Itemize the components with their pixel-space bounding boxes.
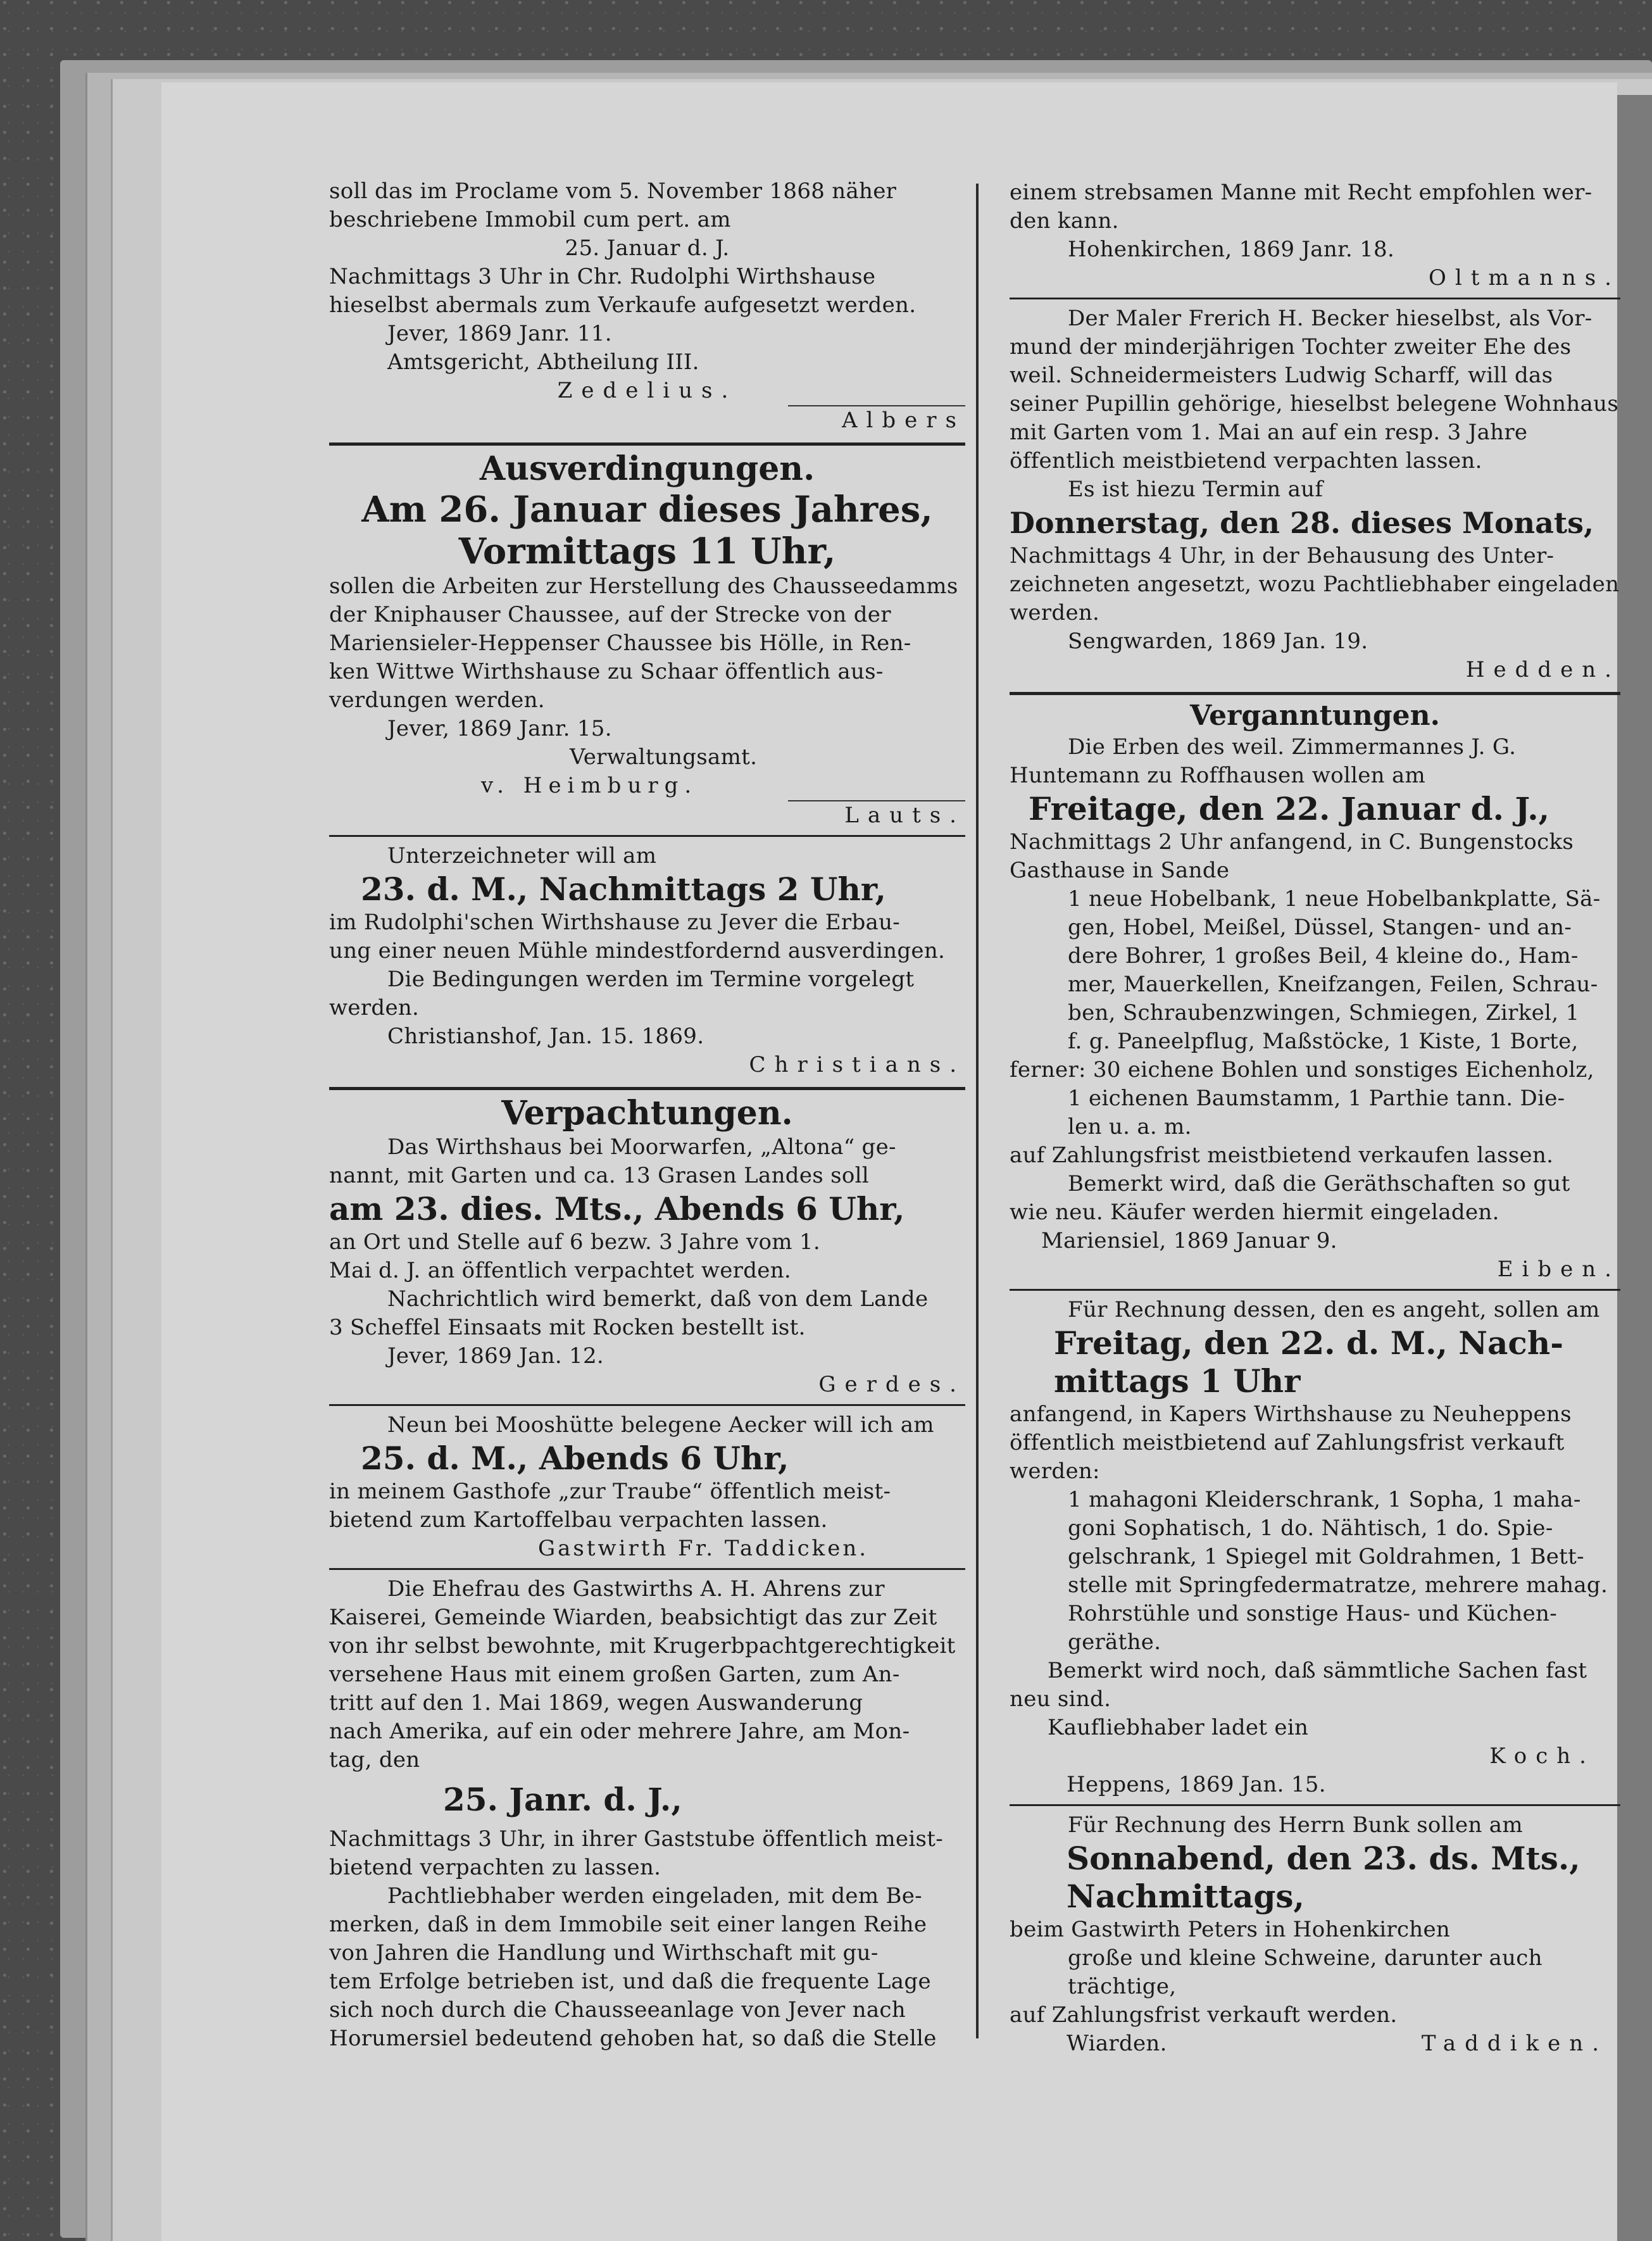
- text-line: Der Maler Frerich H. Becker hieselbst, als Vor-: [1068, 306, 1593, 331]
- countersignature: Albers: [841, 408, 965, 433]
- text-line: 3 Scheffel Einsaats mit Rocken bestellt ist.: [329, 1315, 806, 1340]
- text-line: von ihr selbst bewohnte, mit Krugerbpachtgerechtigkeit: [329, 1633, 956, 1659]
- place-date: Sengwarden, 1869 Jan. 19.: [1068, 629, 1368, 654]
- headline-time: Nachmittags,: [1067, 1878, 1305, 1915]
- notice-hedden: [1010, 304, 1620, 684]
- notice-rule: [329, 1568, 965, 1570]
- text-line: Das Wirthshaus bei Moorwarfen, „Altona“ ge-: [387, 1134, 896, 1160]
- text-line: Es ist hiezu Termin auf: [1068, 477, 1323, 502]
- text-line: an Ort und Stelle auf 6 bezw. 3 Jahre vom 1.: [329, 1229, 820, 1255]
- text-line: Mai d. J. an öffentlich verpachtet werden.: [329, 1258, 792, 1283]
- signature: Christians.: [749, 1052, 965, 1077]
- item-line: gelschrank, 1 Spiegel mit Goldrahmen, 1 Bett-: [1068, 1544, 1584, 1569]
- section-rule: [329, 443, 965, 446]
- notice-rule: [1010, 1804, 1620, 1806]
- text-line: werden:: [1010, 1459, 1100, 1484]
- text-line: von Jahren die Handlung und Wirthschaft mit gu-: [329, 1940, 879, 1966]
- text-line: wie neu. Käufer werden hiermit eingeladen.: [1010, 1200, 1499, 1225]
- notice-oltmanns: [1010, 179, 1620, 292]
- text-line: Nachrichtlich wird bemerkt, daß von dem Lande: [387, 1286, 929, 1312]
- text-line: Die Erben des weil. Zimmermannes J. G.: [1068, 734, 1517, 760]
- signature: Eiben.: [1497, 1257, 1620, 1282]
- text-line: im Rudolphi'schen Wirthshause zu Jever die Erbau-: [329, 910, 901, 935]
- text-line: seiner Pupillin gehörige, hieselbst belegene Wohnhaus: [1010, 391, 1619, 417]
- text-line: werden.: [329, 995, 420, 1020]
- place-date: Heppens, 1869 Jan. 15.: [1067, 1772, 1326, 1797]
- office-name: Amtsgericht, Abtheilung III.: [387, 349, 699, 375]
- notice-rule: [1010, 298, 1620, 299]
- text-line: Die Bedingungen werden im Termine vorgelegt: [387, 967, 915, 992]
- text-line: große und kleine Schweine, darunter auch: [1068, 1945, 1542, 1971]
- place-date: Jever, 1869 Janr. 11.: [387, 321, 612, 346]
- place: Wiarden.: [1067, 2031, 1167, 2056]
- notice-koch: [1010, 1296, 1620, 1799]
- text-line: mit Garten vom 1. Mai an auf ein resp. 3 Jahre: [1010, 420, 1528, 445]
- text-line: nannt, mit Garten und ca. 13 Grasen Landes soll: [329, 1163, 869, 1188]
- section-verpachtungen: [329, 1094, 965, 1399]
- item-line: gen, Hobel, Meißel, Düssel, Stangen- und an-: [1068, 915, 1572, 940]
- text-line: zeichneten angesetzt, wozu Pachtliebhaber eingeladen: [1010, 572, 1620, 597]
- text-line: den kann.: [1010, 208, 1119, 234]
- notice-rule: [329, 1404, 965, 1406]
- text-line: öffentlich meistbietend auf Zahlungsfrist verkauft: [1010, 1430, 1565, 1455]
- item-line: len u. a. m.: [1068, 1114, 1192, 1139]
- text-line: versehene Haus mit einem großen Garten, zum An-: [329, 1662, 900, 1687]
- item-line: f. g. Paneelpflug, Maßstöcke, 1 Kiste, 1 Borte,: [1068, 1029, 1579, 1054]
- text-line: Pachtliebhaber werden eingeladen, mit dem Be-: [387, 1883, 922, 1909]
- text-line: hieselbst abermals zum Verkaufe aufgesetzt werden.: [329, 292, 917, 318]
- headline-date: Donnerstag, den 28. dieses Monats,: [1010, 506, 1594, 540]
- headline-date: Freitag, den 22. d. M., Nach-: [1054, 1324, 1563, 1362]
- text-line: Kaufliebhaber ladet ein: [1048, 1715, 1309, 1740]
- text-line: tritt auf den 1. Mai 1869, wegen Auswanderung: [329, 1690, 863, 1716]
- text-line: Bemerkt wird, daß die Geräthschaften so gut: [1068, 1171, 1570, 1196]
- text-line: neu sind.: [1010, 1686, 1111, 1712]
- signature: Taddiken.: [1421, 2031, 1608, 2056]
- headline-date: Sonnabend, den 23. ds. Mts.,: [1067, 1840, 1580, 1877]
- text-line: Nachmittags 3 Uhr, in ihrer Gaststube öffentlich meist-: [329, 1826, 943, 1852]
- text-line: Nachmittags 3 Uhr in Chr. Rudolphi Wirthshause: [329, 264, 876, 289]
- headline-date: 23. d. M., Nachmittags 2 Uhr,: [361, 870, 886, 908]
- item-line: mer, Mauerkellen, Kneifzangen, Feilen, Schrau-: [1068, 972, 1598, 997]
- section-ausverdingungen: [329, 449, 965, 830]
- notice-rule: [329, 835, 965, 837]
- place-date: Christianshof, Jan. 15. 1869.: [387, 1024, 704, 1049]
- closing-row: [1010, 2030, 1620, 2058]
- signature: Zedelius.: [557, 378, 737, 403]
- headline-date: Freitage, den 22. Januar d. J.,: [1029, 790, 1550, 827]
- signature: v. Heimburg.: [481, 773, 698, 798]
- headline-date: Am 26. Januar dieses Jahres,: [361, 489, 933, 530]
- section-heading: Ausverdingungen.: [479, 449, 815, 488]
- text-line: bietend zum Kartoffelbau verpachten lassen.: [329, 1507, 828, 1533]
- date-line: 25. Januar d. J.: [565, 235, 730, 261]
- item-line: 1 neue Hobelbank, 1 neue Hobelbankplatte, Sä-: [1068, 886, 1601, 912]
- text-line: Gasthause in Sande: [1010, 858, 1230, 883]
- text-line: sollen die Arbeiten zur Herstellung des Chausseedamms: [329, 574, 958, 599]
- signature: Gastwirth Fr. Taddicken.: [538, 1536, 869, 1561]
- text-line: Für Rechnung dessen, den es angeht, sollen am: [1068, 1297, 1600, 1322]
- place-date: Hohenkirchen, 1869 Janr. 18.: [1068, 237, 1395, 262]
- text-line: Huntemann zu Roffhausen wollen am: [1010, 763, 1426, 788]
- text-line: anfangend, in Kapers Wirthshause zu Neuheppens: [1010, 1402, 1572, 1427]
- text-line: ung einer neuen Mühle mindestfordernd ausverdingen.: [329, 938, 946, 964]
- section-rule: [329, 1087, 965, 1090]
- text-line: Neun bei Mooshütte belegene Aecker will ich am: [387, 1412, 934, 1438]
- text-line: öffentlich meistbietend verpachten lassen.: [1010, 448, 1482, 474]
- text-line: weil. Schneidermeisters Ludwig Scharff, will das: [1010, 363, 1553, 388]
- text-line: Kaiserei, Gemeinde Wiarden, beabsichtigt das zur Zeit: [329, 1605, 937, 1630]
- section-heading: Verpachtungen.: [501, 1094, 793, 1133]
- item-line: geräthe.: [1068, 1629, 1161, 1655]
- signature: Gerdes.: [818, 1372, 965, 1397]
- text-line: Für Rechnung des Herrn Bunk sollen am: [1068, 1812, 1523, 1838]
- left-column: [329, 177, 965, 2053]
- text-line: tem Erfolge betrieben ist, und daß die frequente Lage: [329, 1969, 931, 1994]
- item-line: dere Bohrer, 1 großes Beil, 4 kleine do., Ham-: [1068, 943, 1579, 969]
- notice-ahrens: [329, 1575, 965, 2053]
- text-line: Unterzeichneter will am: [387, 843, 657, 869]
- column-divider: [976, 184, 979, 2038]
- item-line: ben, Schraubenzwingen, Schmiegen, Zirkel, 1: [1068, 1000, 1580, 1026]
- notice-taddiken: [1010, 1811, 1620, 2058]
- text-line: bietend verpachten zu lassen.: [329, 1855, 661, 1880]
- section-verganntungen: [1010, 699, 1620, 1284]
- item-line: Rohrstühle und sonstige Haus- und Küchen-: [1068, 1601, 1558, 1626]
- text-line: tag, den: [329, 1747, 420, 1773]
- text-line: Horumersiel bedeutend gehoben hat, so daß die Stelle: [329, 2026, 937, 2051]
- headline-date: am 23. dies. Mts., Abends 6 Uhr,: [329, 1190, 905, 1227]
- text-line: nach Amerika, auf ein oder mehrere Jahre, am Mon-: [329, 1719, 910, 1744]
- text-line: mund der minderjährigen Tochter zweiter Ehe des: [1010, 334, 1572, 360]
- section-rule: [1010, 692, 1620, 695]
- text-line: Die Ehefrau des Gastwirths A. H. Ahrens zur: [387, 1576, 885, 1602]
- text-line: einem strebsamen Manne mit Recht empfohlen wer-: [1010, 180, 1593, 205]
- notice-christians: [329, 842, 965, 1079]
- text-line: werden.: [1010, 600, 1100, 625]
- notice-zedelius: [329, 177, 965, 435]
- text-line: auf Zahlungsfrist meistbietend verkaufen lassen.: [1010, 1143, 1554, 1168]
- item-line: stelle mit Springfedermatratze, mehrere mahag.: [1068, 1572, 1608, 1598]
- text-line: Nachmittags 2 Uhr anfangend, in C. Bungenstocks: [1010, 829, 1574, 855]
- text-line: soll das im Proclame vom 5. November 1868 näher: [329, 179, 897, 204]
- signature: Koch.: [1489, 1743, 1595, 1769]
- binding-shadow: [1617, 95, 1652, 2241]
- text-line: verdungen werden.: [329, 687, 545, 713]
- text-line: beim Gastwirth Peters in Hohenkirchen: [1010, 1917, 1451, 1942]
- place-date: Jever, 1869 Janr. 15.: [387, 716, 612, 741]
- headline-time: mittags 1 Uhr: [1054, 1362, 1301, 1400]
- headline-time: Vormittags 11 Uhr,: [458, 530, 836, 572]
- place-date: Mariensiel, 1869 Januar 9.: [1041, 1228, 1337, 1253]
- section-heading: Verganntungen.: [1190, 700, 1440, 732]
- notice-rule: [1010, 1289, 1620, 1291]
- item-line: goni Sophatisch, 1 do. Nähtisch, 1 do. Spie-: [1068, 1516, 1553, 1541]
- text-line: in meinem Gasthofe „zur Traube“ öffentlich meist-: [329, 1479, 891, 1504]
- headline-date: 25. Janr. d. J.,: [443, 1781, 682, 1818]
- text-line: sich noch durch die Chausseeanlage von Jever nach: [329, 1997, 906, 2023]
- text-line: Bemerkt wird noch, daß sämmtliche Sachen fast: [1048, 1658, 1587, 1683]
- signature: Hedden.: [1465, 657, 1620, 682]
- place-date: Jever, 1869 Jan. 12.: [387, 1343, 604, 1369]
- signature: Oltmanns.: [1429, 265, 1620, 291]
- text-line: der Kniphauser Chaussee, auf der Strecke von der: [329, 602, 891, 627]
- text-line: ken Wittwe Wirthshause zu Schaar öffentlich aus-: [329, 659, 884, 684]
- text-line: auf Zahlungsfrist verkauft werden.: [1010, 2002, 1398, 2028]
- headline-date: 25. d. M., Abends 6 Uhr,: [361, 1440, 789, 1477]
- office-name: Verwaltungsamt.: [570, 744, 758, 770]
- notice-taddicken: [329, 1411, 965, 1563]
- text-line: Mariensieler-Heppenser Chaussee bis Hölle, in Ren-: [329, 631, 911, 656]
- text-line: trächtige,: [1068, 1974, 1177, 1999]
- text-line: ferner: 30 eichene Bohlen und sonstiges Eichenholz,: [1010, 1057, 1594, 1083]
- item-line: 1 eichenen Baumstamm, 1 Parthie tann. Die-: [1068, 1086, 1565, 1111]
- right-column: [1010, 179, 1620, 2058]
- text-line: beschriebene Immobil cum pert. am: [329, 207, 731, 232]
- countersignature: Lauts.: [844, 803, 965, 828]
- text-line: Nachmittags 4 Uhr, in der Behausung des Unter-: [1010, 543, 1555, 568]
- item-line: 1 mahagoni Kleiderschrank, 1 Sopha, 1 maha-: [1068, 1487, 1581, 1512]
- text-line: merken, daß in dem Immobile seit einer langen Reihe: [329, 1912, 927, 1937]
